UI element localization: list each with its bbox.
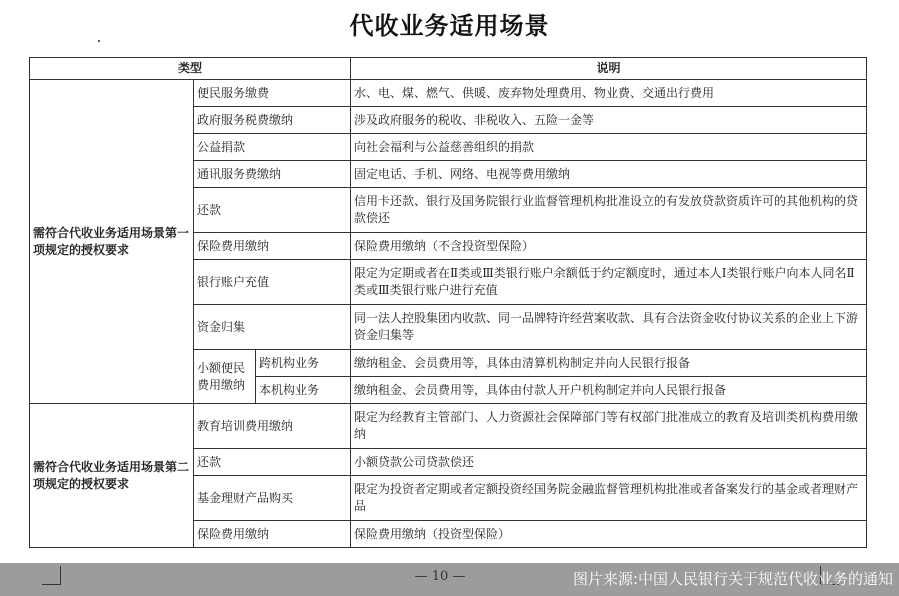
desc-cell: 小额贷款公司贷款偿还 — [351, 449, 867, 476]
small-fee-label: 小额便民费用缴纳 — [194, 350, 256, 404]
desc-cell: 保险费用缴纳（不含投资型保险） — [351, 233, 867, 260]
desc-cell: 涉及政府服务的税收、非税收入、五险一金等 — [351, 107, 867, 134]
desc-cell: 缴纳租金、会员费用等，具体由清算机构制定并向人民银行报备 — [351, 350, 867, 377]
type-cell: 本机构业务 — [256, 377, 351, 404]
table-row — [30, 80, 867, 107]
type-cell: 公益捐款 — [194, 134, 351, 161]
desc-cell: 信用卡还款、银行及国务院银行业监督管理机构批准设立的有发放贷款资质许可的其他机构的贷款偿还 — [351, 188, 867, 233]
type-cell: 教育培训费用缴纳 — [194, 404, 351, 449]
group1-label: 需符合代收业务适用场景第一项规定的授权要求 — [30, 80, 194, 404]
type-cell: 还款 — [194, 449, 351, 476]
type-cell: 基金理财产品购买 — [194, 476, 351, 521]
type-cell: 跨机构业务 — [256, 350, 351, 377]
header-type: 类型 — [30, 58, 351, 80]
desc-cell: 缴纳租金、会员费用等，具体由付款人开户机构制定并向人民银行报备 — [351, 377, 867, 404]
type-cell: 保险费用缴纳 — [194, 521, 351, 548]
scenario-table — [29, 57, 867, 548]
header-description: 说明 — [351, 58, 867, 80]
desc-cell: 水、电、煤、燃气、供暖、废弃物处理费用、物业费、交通出行费用 — [351, 80, 867, 107]
type-cell: 政府服务税费缴纳 — [194, 107, 351, 134]
page-number: — 10 — — [414, 569, 466, 584]
group2-label: 需符合代收业务适用场景第二项规定的授权要求 — [30, 404, 194, 548]
type-cell: 资金归集 — [194, 305, 351, 350]
type-cell: 银行账户充值 — [194, 260, 351, 305]
type-cell: 还款 — [194, 188, 351, 233]
image-source-caption: 图片来源:中国人民银行关于规范代收业务的通知 — [572, 570, 893, 588]
table-row — [30, 404, 867, 449]
stray-dot — [98, 40, 100, 42]
desc-cell: 向社会福利与公益慈善组织的捐款 — [351, 134, 867, 161]
desc-cell: 限定为经教育主管部门、人力资源社会保障部门等有权部门批准成立的教育及培训类机构费用缴纳 — [351, 404, 867, 449]
type-cell: 保险费用缴纳 — [194, 233, 351, 260]
type-cell: 通讯服务费缴纳 — [194, 161, 351, 188]
desc-cell: 固定电话、手机、网络、电视等费用缴纳 — [351, 161, 867, 188]
desc-cell: 限定为定期或者在Ⅱ类或Ⅲ类银行账户余额低于约定额度时，通过本人Ⅰ类银行账户向本人同名Ⅱ类或Ⅲ类银行账户进行充值 — [351, 260, 867, 305]
crop-mark-left — [42, 566, 61, 585]
desc-cell: 保险费用缴纳（投资型保险） — [351, 521, 867, 548]
type-cell: 便民服务缴费 — [194, 80, 351, 107]
desc-cell: 同一法人控股集团内收款、同一品牌特许经营案收款、具有合法资金收付协议关系的企业上下游资金归集等 — [351, 305, 867, 350]
desc-cell: 限定为投资者定期或者定额投资经国务院金融监督管理机构批准或者备案发行的基金或者理财产品 — [351, 476, 867, 521]
page-title: 代收业务适用场景 — [349, 12, 550, 40]
